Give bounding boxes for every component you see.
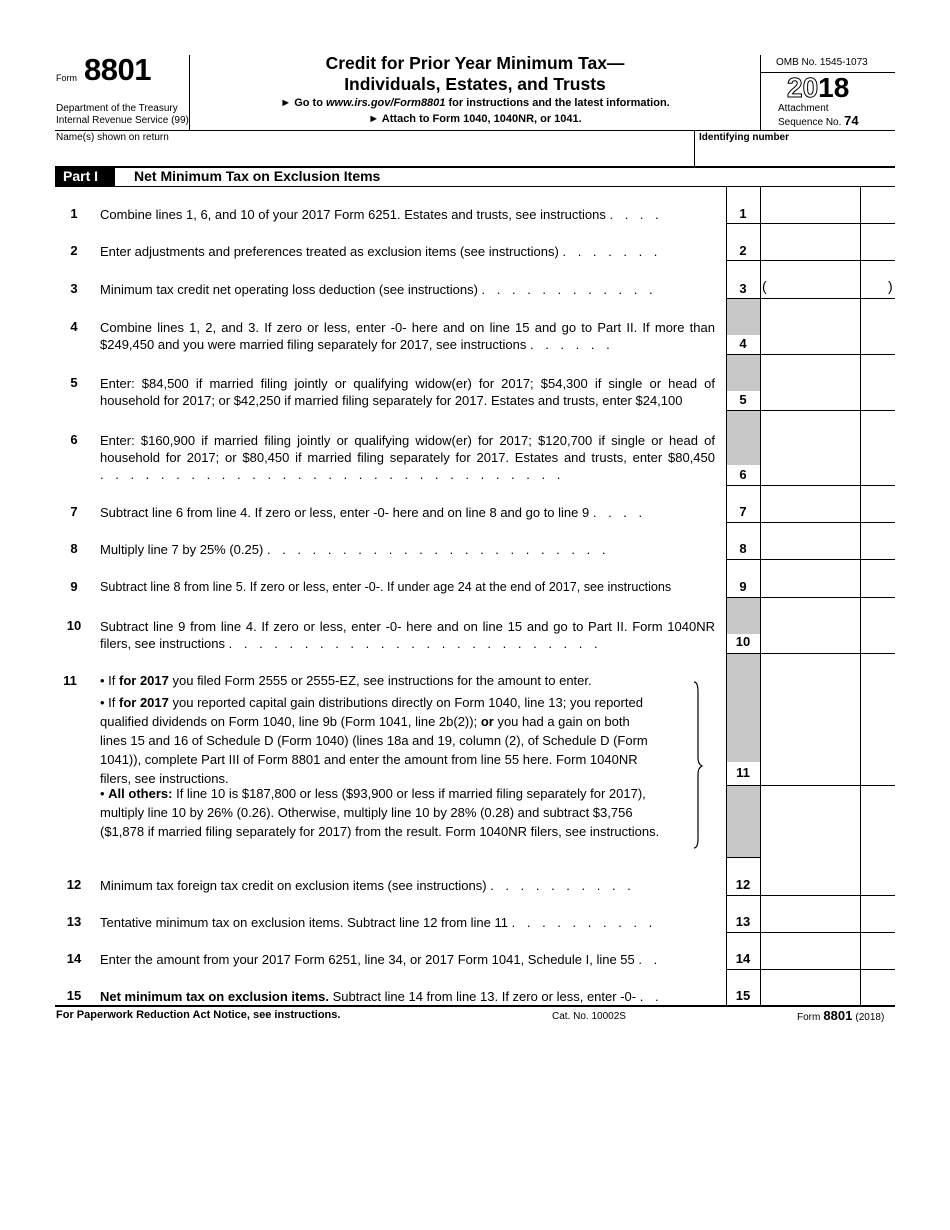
line-8-amount[interactable] <box>761 524 859 558</box>
line-text <box>100 281 715 298</box>
year-outline: 20 <box>787 72 819 103</box>
footer-form-number: 8801 <box>823 1008 853 1023</box>
b2-or: or <box>480 714 494 729</box>
b3-bold: All others: <box>108 786 173 801</box>
line-4-amount[interactable] <box>761 300 859 352</box>
b1-pre: If <box>108 673 120 688</box>
box-label: 11 <box>736 765 750 780</box>
box-label: 6 <box>739 467 747 482</box>
leader-dots: . . <box>639 989 663 1004</box>
line11-bullet-1: • If for 2017 you filed Form 2555 or 2555-EZ, see instructions for the amount to enter. <box>100 673 592 688</box>
line-2-amount[interactable] <box>761 225 859 259</box>
names-input[interactable] <box>57 146 687 164</box>
line-desc: Enter adjustments and preferences treated as exclusion items (see instructions) <box>100 244 559 259</box>
line-desc-bold: Net minimum tax on exclusion items. <box>100 989 329 1004</box>
line-desc: Subtract line 6 from line 4. If zero or less, enter -0- here and on line 8 and go to line 9 <box>100 505 590 520</box>
footer-form-word: Form <box>797 1012 821 1023</box>
line-number: 11 <box>63 673 77 688</box>
line-desc: Minimum tax foreign tax credit on exclusion items (see instructions) <box>100 878 487 893</box>
line-11-amount[interactable] <box>761 655 859 783</box>
year-bold: 18 <box>818 72 850 103</box>
line-number: 13 <box>66 914 82 929</box>
box-label: 12 <box>735 877 751 892</box>
box-label: 4 <box>739 336 747 351</box>
part-label: Part I <box>55 167 115 186</box>
irs-url-link[interactable]: www.irs.gov/Form8801 <box>326 97 446 109</box>
b2-post: you had a gain on both lines 15 and 16 of Schedule D (Form 1040) (lines 18a and 19, column (2), of Schedule D (Form 1041)), complete Part III of Form 8801 and enter the amount from line 55 here. Form 1040NR filers, see instructions. <box>100 714 648 786</box>
leader-dots: . . <box>638 952 662 967</box>
brace-icon <box>686 680 706 850</box>
line-6-amount[interactable] <box>761 412 859 483</box>
leader-dots: . . . . . . . <box>562 244 662 259</box>
line-number: 9 <box>70 579 78 594</box>
line-number: 3 <box>70 281 78 296</box>
names-label: Name(s) shown on return <box>56 132 169 143</box>
leader-dots: . . . . . . <box>529 337 614 352</box>
leader-dots: . . . . . . . . . . . . . . . . . . . . . . . . . <box>228 636 602 651</box>
line-desc: Subtract line 9 from line 4. If zero or less, enter -0- here and on line 15 and go to Part II. Form 1040NR filers, see instructions <box>100 619 715 651</box>
paren-close: ) <box>888 278 893 294</box>
line-7-amount[interactable] <box>761 487 859 521</box>
box-label: 9 <box>739 579 747 594</box>
line-14-amount[interactable] <box>761 934 859 968</box>
form-number: 8801 <box>84 52 151 87</box>
box-label: 1 <box>739 206 747 221</box>
line-text <box>100 432 715 483</box>
line-number: 12 <box>66 877 82 892</box>
form-title-line1: Credit for Prior Year Minimum Tax— <box>325 53 625 73</box>
b1-bold: for 2017 <box>119 673 169 688</box>
line-desc: Enter: $160,900 if married filing jointly or qualifying widow(er) for 2017; $120,700 if single or head of household for 2017; or $80,450 if married filing separately for 2017. Estates and trusts, enter $80,450 <box>100 433 715 465</box>
b1-post: you filed Form 2555 or 2555-EZ, see instructions for the amount to enter. <box>168 673 592 688</box>
line-desc: Subtract line 14 from line 13. If zero or less, enter -0- <box>329 989 637 1004</box>
dept-line2: Internal Revenue Service (99) <box>56 115 189 126</box>
b2-bold: for 2017 <box>119 695 169 710</box>
line-9-amount[interactable] <box>761 561 859 596</box>
box-label: 14 <box>735 951 751 966</box>
line-number: 4 <box>70 319 78 334</box>
instruction-line1 <box>190 97 760 109</box>
sequence-label <box>778 115 859 129</box>
box-label: 7 <box>739 504 747 519</box>
line-desc: Combine lines 1, 6, and 10 of your 2017 Form 6251. Estates and trusts, see instructions <box>100 207 606 222</box>
b2-pre: If <box>108 695 120 710</box>
line-text <box>100 504 715 521</box>
line-number: 7 <box>70 504 78 519</box>
line-number: 14 <box>66 951 82 966</box>
box-label: 5 <box>739 392 747 407</box>
leader-dots: . . . . . . . . . . <box>490 878 635 893</box>
line-number: 8 <box>70 541 78 556</box>
box-label: 3 <box>739 281 747 296</box>
line-text <box>100 541 715 558</box>
box-label: 2 <box>739 243 747 258</box>
sequence-text: Sequence No. <box>778 117 842 128</box>
instr1-suffix: for instructions and the latest information. <box>445 97 670 109</box>
footer-form-id <box>797 1008 884 1023</box>
line-text <box>100 206 715 223</box>
line-number: 1 <box>70 206 78 221</box>
attachment-label: Attachment <box>778 103 829 114</box>
line-desc: Multiply line 7 by 25% (0.25) <box>100 542 264 557</box>
line-number: 2 <box>70 243 78 258</box>
line-15-amount[interactable] <box>761 971 859 1005</box>
line-text <box>100 988 715 1005</box>
line-1-amount[interactable] <box>761 188 859 222</box>
form-word: Form <box>56 73 77 83</box>
line-text <box>100 951 715 968</box>
line-desc: Combine lines 1, 2, and 3. If zero or less, enter -0- here and on line 15 and go to Part II. If more than $249,450 and you were married filing separately for 2017, see instructions <box>100 320 715 352</box>
box-label: 10 <box>735 634 751 649</box>
line-desc: Enter: $84,500 if married filing jointly or qualifying widow(er) for 2017; $54,300 if single or head of household for 2017; or $42,250 if married filing separately for 2017. Estates and trusts, enter $24,100 <box>100 376 715 408</box>
line-10-amount[interactable] <box>761 599 859 652</box>
line-13-amount[interactable] <box>761 897 859 931</box>
leader-dots: . . . . . . . . . . <box>511 915 657 930</box>
footer-form-year: (2018) <box>855 1012 885 1023</box>
line-5-amount[interactable] <box>761 356 859 408</box>
dept-line1: Department of the Treasury <box>56 103 178 114</box>
b3-post: If line 10 is $187,800 or less ($93,900 or less if married filing separately for 2017), multiply line 10 by 26% (0.26). Otherwise, multiply line 10 by 28% (0.28) and subtract $3,756 ($1,878 if married filing separately for 2017) from the result. Form 1040NR filers, see instructions. <box>100 786 660 839</box>
identifying-number-input[interactable] <box>699 146 889 164</box>
leader-dots: . . . . <box>609 207 663 222</box>
box-label: 8 <box>739 541 747 556</box>
leader-dots: . . . . . . . . . . . . . . . . . . . . . . . . . . . . . . . <box>100 467 565 482</box>
line-text <box>100 618 715 652</box>
line-desc: Enter the amount from your 2017 Form 6251, line 34, or 2017 Form 1041, Schedule I, line 55 <box>100 952 635 967</box>
identifying-number-label: Identifying number <box>699 132 789 143</box>
catalog-number: Cat. No. 10002S <box>552 1011 626 1022</box>
line-desc: Tentative minimum tax on exclusion items. Subtract line 12 from line 11 <box>100 915 508 930</box>
instruction-line2: ► Attach to Form 1040, 1040NR, or 1041. <box>368 113 582 125</box>
box-label: 15 <box>735 988 751 1003</box>
form-title-line2: Individuals, Estates, and Trusts <box>344 74 606 94</box>
line-12-amount[interactable] <box>761 860 859 894</box>
leader-dots: . . . . . . . . . . . . . . . . . . . . . . . <box>266 542 610 557</box>
line-number: 6 <box>70 432 78 447</box>
part-header <box>55 167 115 186</box>
line-text <box>100 914 715 931</box>
leader-dots: . . . . . . . . . . . . <box>481 282 657 297</box>
b2-mid: you reported capital gain distributions directly on Form 1040, line 13; you reported qualified dividends on Form 1040, line 9b (Form 1041, line 2b(2)); <box>100 695 643 729</box>
line-text <box>100 375 715 409</box>
line-number: 5 <box>70 375 78 390</box>
part-title: Net Minimum Tax on Exclusion Items <box>134 168 381 184</box>
line-3-amount[interactable] <box>768 262 858 296</box>
omb-number: OMB No. 1545-1073 <box>776 57 868 68</box>
line-desc: Subtract line 8 from line 5. If zero or less, enter -0-. If under age 24 at the end of 2017, see instructions <box>100 580 672 594</box>
paperwork-notice: For Paperwork Reduction Act Notice, see instructions. <box>56 1009 341 1021</box>
line-desc: Minimum tax credit net operating loss deduction (see instructions) <box>100 282 478 297</box>
line-text <box>100 877 715 894</box>
line-text <box>100 319 715 353</box>
leader-dots: . . . . <box>592 505 647 520</box>
line-text <box>100 243 715 260</box>
sequence-number: 74 <box>844 113 859 128</box>
line11-bullet-3: • All others: If line 10 is $187,800 or less ($93,900 or less if married filing separately for 2017), multiply line 10 by 26% (0.26). Otherwise, multiply line 10 by 28% (0.28) and subtract $3,756 ($1,878 if married filing separately for 2017) from the result. Form 1040NR filers, see instructions. <box>100 786 660 839</box>
line11-bullet-2: • If for 2017 you reported capital gain distributions directly on Form 1040, line 13; you reported qualified dividends on Form 1040, line 9b (Form 1041, line 2b(2)); or you had a gain on both lines 15 and 16 of Schedule D (Form 1040) (lines 18a and 19, column (2), of Schedule D (Form 1041)), complete Part III of Form 8801 and enter the amount from line 55 here. Form 1040NR filers, see instructions. <box>100 695 648 786</box>
instr1-prefix: ► Go to <box>280 97 326 109</box>
box-label: 13 <box>735 914 751 929</box>
line-number: 10 <box>66 618 82 633</box>
tax-year <box>787 72 849 104</box>
paren-open: ( <box>762 278 767 294</box>
line-text <box>100 579 715 596</box>
line-number: 15 <box>66 988 82 1003</box>
